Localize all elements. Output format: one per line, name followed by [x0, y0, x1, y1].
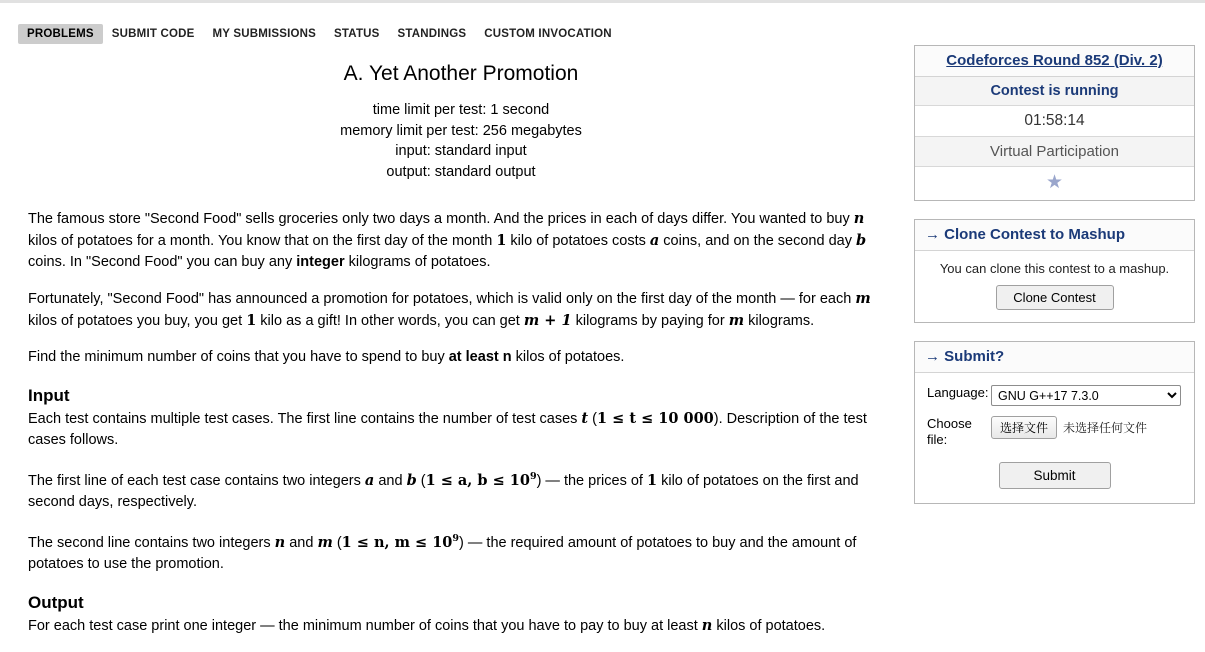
clone-contest-header[interactable]: → Clone Contest to Mashup [915, 220, 1194, 251]
problem-legend [28, 208, 894, 368]
math-num-1: 1 [496, 232, 507, 249]
text-fragment: ) — the required amount of potatoes to buy and the amount of potatoes to use the promotion. [28, 534, 857, 572]
text-fragment: ). Description of the test cases follows. [28, 411, 867, 448]
text-fragment: ( [416, 472, 426, 489]
clone-contest-button[interactable]: Clone Contest [996, 285, 1114, 310]
file-status-text: 未选择任何文件 [1063, 421, 1148, 435]
math-exponent-9: 9 [529, 471, 537, 482]
top-navigation-bar [0, 0, 1205, 44]
math-range-ab: 1 ≤ a, b ≤ 10 [425, 471, 530, 489]
text-fragment: Find the minimum number of coins that you have to spend to buy [28, 349, 449, 365]
contest-title[interactable] [915, 46, 1194, 77]
math-range-nm: 1 ≤ n, m ≤ 10 [341, 533, 453, 551]
file-input[interactable] [991, 416, 1147, 439]
choose-file-button[interactable]: 选择文件 [991, 416, 1057, 439]
submit-button-wrap [927, 462, 1182, 489]
math-num-1: 1 [246, 312, 257, 329]
submit-box [914, 341, 1195, 504]
text-fragment: kilos of potatoes you buy, you get [28, 313, 247, 329]
text-fragment: kilograms of potatoes. [344, 254, 491, 270]
math-var-a: a [649, 232, 660, 249]
nav-item-problems[interactable]: PROBLEMS [18, 24, 103, 44]
nav-item-custom-invocation[interactable]: CUSTOM INVOCATION [484, 28, 612, 40]
clone-contest-body [915, 251, 1194, 322]
input-heading: Input [28, 386, 70, 405]
text-fragment: and [285, 534, 318, 551]
math-var-m: m [728, 312, 745, 329]
text-fragment: coins. In "Second Food" you can buy any [28, 254, 297, 270]
contest-timer: 01:58:14 [915, 106, 1194, 137]
problem-statement [28, 56, 894, 652]
text-fragment: kilograms. [744, 313, 815, 329]
text-fragment: kilograms by paying for [571, 313, 729, 329]
emphasis-integer: integer [296, 254, 345, 270]
text-fragment: ) — the prices of [536, 472, 647, 489]
clone-contest-box [914, 219, 1195, 323]
input-paragraph-2 [28, 466, 894, 513]
sidebar [914, 45, 1195, 522]
math-var-n: n [853, 210, 865, 227]
nav-item-standings[interactable]: STANDINGS [397, 28, 467, 40]
math-var-n: n [701, 616, 713, 634]
page-title: A. Yet Another Promotion [343, 62, 579, 85]
text-fragment: The second line contains two integers [28, 534, 275, 551]
time-limit: time limit per test: 1 second [372, 102, 550, 118]
legend-paragraph-3 [28, 347, 894, 368]
math-var-t: t [581, 410, 589, 427]
text-fragment: The first line of each test case contains two integers [28, 472, 365, 489]
math-var-n: n [274, 533, 286, 551]
star-icon[interactable]: ★ [1045, 172, 1064, 193]
contest-box [914, 45, 1195, 201]
contest-status: Contest is running [915, 77, 1194, 106]
contest-title-link[interactable]: Codeforces Round 852 (Div. 2) [946, 52, 1163, 69]
text-fragment: kilo as a gift! In other words, you can get [256, 313, 524, 329]
input-paragraph-1 [28, 408, 894, 451]
submit-header[interactable]: → Submit? [915, 342, 1194, 373]
clone-contest-text: You can clone this contest to a mashup. [939, 261, 1170, 276]
favourite-row [915, 167, 1194, 200]
problem-limits [28, 100, 894, 182]
math-var-b: b [406, 471, 417, 489]
text-fragment: kilos of potatoes. [712, 617, 826, 634]
file-row [927, 416, 1182, 448]
output-spec: output: standard output [386, 163, 536, 180]
language-row [927, 385, 1182, 406]
text-fragment: The famous store "Second Food" sells groceries only two days a month. And the prices in each of days differ. You wanted to buy [28, 211, 854, 227]
legend-paragraph-1 [28, 208, 894, 273]
input-paragraph-3 [28, 528, 894, 575]
math-num-1: 1 [646, 471, 658, 489]
math-var-m: m [317, 533, 333, 551]
input-specification [28, 408, 894, 575]
text-fragment: Each test contains multiple test cases. The first line contains the number of test cases [28, 411, 582, 427]
language-label: Language: [927, 385, 989, 400]
legend-paragraph-2 [28, 288, 894, 332]
submit-form [915, 373, 1194, 503]
input-spec: input: standard input [395, 143, 527, 159]
text-fragment: and [374, 472, 407, 489]
math-var-m: m [855, 290, 871, 307]
text-fragment: kilos of potatoes. [511, 349, 625, 365]
text-fragment: ( [588, 411, 597, 427]
nav-item-submit-code[interactable]: SUBMIT CODE [111, 28, 195, 40]
submit-button[interactable]: Submit [999, 462, 1111, 489]
math-expr-m-plus-1: m + 1 [523, 312, 572, 329]
text-fragment: kilo of potatoes on the first and second days, respectively. [28, 472, 859, 510]
emphasis-at-least-n: at least n [448, 349, 512, 365]
nav-item-my-submissions[interactable]: MY SUBMISSIONS [212, 28, 317, 40]
output-specification [28, 615, 894, 637]
math-range-t: 1 ≤ t ≤ 10 000 [596, 410, 714, 427]
text-fragment: ( [332, 534, 342, 551]
text-fragment: kilos of potatoes for a month. You know that on the first day of the month [28, 233, 497, 249]
nav-item-status[interactable]: STATUS [334, 28, 380, 40]
math-var-b: b [855, 232, 867, 249]
memory-limit: memory limit per test: 256 megabytes [340, 122, 582, 139]
text-fragment: coins, and on the second day [659, 233, 856, 249]
text-fragment: Fortunately, "Second Food" has announced a promotion for potatoes, which is valid only on the first day of the month — for each [28, 291, 856, 307]
text-fragment: For each test case print one integer — the minimum number of coins that you have to pay to buy at least [28, 617, 702, 634]
output-heading: Output [28, 592, 84, 612]
virtual-participation-label[interactable]: Virtual Participation [915, 137, 1194, 167]
math-var-a: a [364, 471, 375, 489]
choose-file-label: Choose file: [927, 416, 972, 447]
text-fragment: kilo of potatoes costs [506, 233, 650, 249]
nav-items [18, 24, 621, 44]
output-paragraph-1 [28, 615, 894, 637]
math-exponent-9: 9 [452, 532, 460, 544]
language-select[interactable] [991, 385, 1181, 406]
